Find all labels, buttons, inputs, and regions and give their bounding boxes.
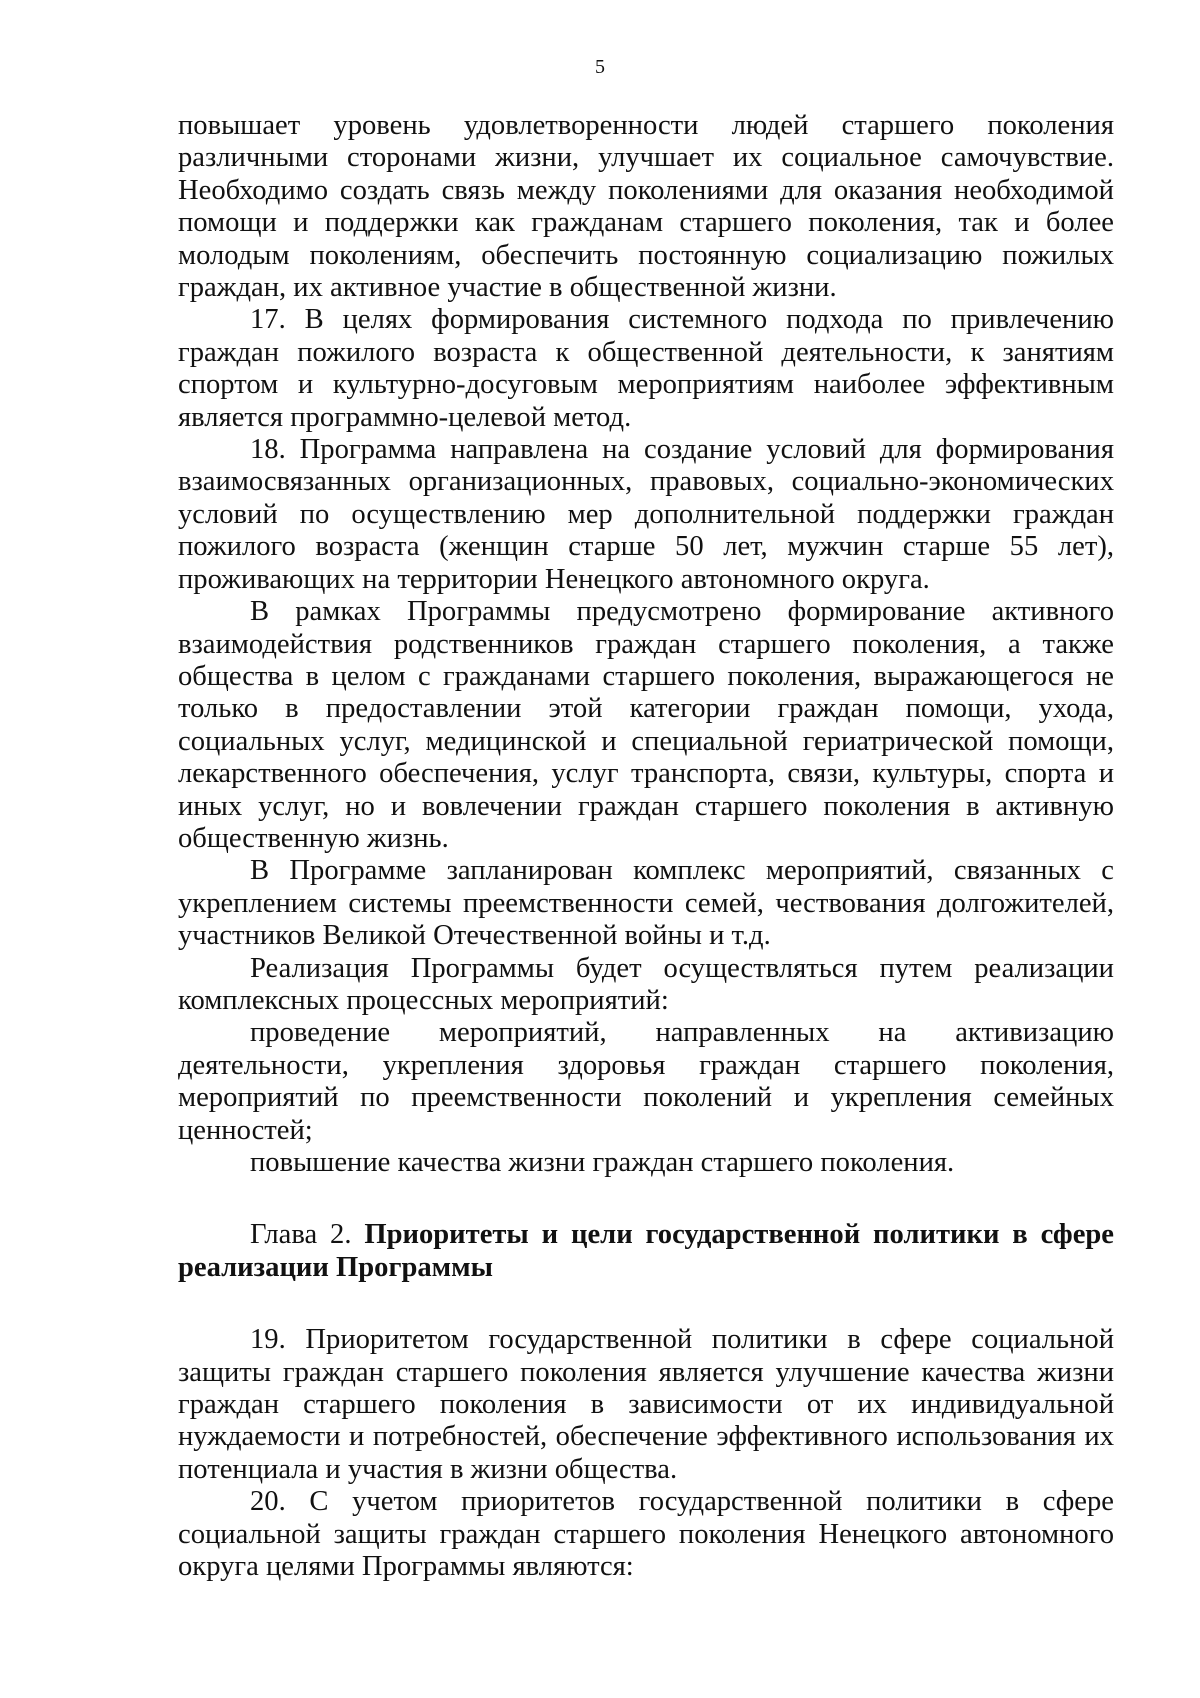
page-number: 5 bbox=[595, 56, 605, 78]
paragraph-implementation: Реализация Программы будет осуществляться путем реализации комплексных процессных мероприятий: bbox=[178, 952, 1114, 1016]
paragraph-19: 19. Приоритетом государственной политики в сфере социальной защиты граждан старшего поколения является улучшение качества жизни граждан старшего поколения в зависимости от их индивидуальной нуждаемости и потребностей, обеспечение эффективного использования их потенциала и участия в жизни общества. bbox=[178, 1324, 1114, 1485]
chapter-heading bbox=[178, 1219, 1114, 1284]
paragraph-17: 17. В целях формирования системного подхода по привлечению граждан пожилого возраста к общественной деятельности, к занятиям спортом и культурно-досуговым мероприятиям наиболее эффективным является программно-целевой метод. bbox=[178, 304, 1114, 433]
list-item-quality: повышение качества жизни граждан старшего поколения. bbox=[250, 1147, 955, 1178]
paragraph-18: 18. Программа направлена на создание условий для формирования взаимосвязанных организационных, правовых, социально-экономических условий по осуществлению мер дополнительной поддержки граждан пожилого возраста (женщин старше 50 лет, мужчин старше 55 лет), проживающих на территории Ненецкого автономного округа. bbox=[178, 434, 1114, 595]
chapter-prefix: Глава 2. bbox=[250, 1219, 365, 1251]
document-body bbox=[178, 110, 1114, 1583]
paragraph-program-scope: В рамках Программы предусмотрено формирование активного взаимодействия родственников граждан старшего поколения, а также общества в целом с гражданами старшего поколения, выражающегося не только в предоставлении этой категории граждан помощи, ухода, социальных услуг, медицинской и специальной гериатрической помощи, лекарственного обеспечения, услуг транспорта, связи, культуры, спорта и иных услуг, но и вовлечении граждан старшего поколения в активную общественную жизнь. bbox=[178, 596, 1114, 854]
chapter-title: Приоритеты и цели государственной политики в сфере реализации Программы bbox=[178, 1219, 1114, 1283]
list-item-activities: проведение мероприятий, направленных на активизацию деятельности, укрепления здоровья граждан старшего поколения, мероприятий по преемственности поколений и укрепления семейных ценностей; bbox=[178, 1017, 1114, 1146]
paragraph-20: 20. С учетом приоритетов государственной политики в сфере социальной защиты граждан старшего поколения Ненецкого автономного округа целями Программы являются: bbox=[178, 1486, 1114, 1583]
paragraph-program-activities: В Программе запланирован комплекс мероприятий, связанных с укреплением системы преемственности семей, чествования долгожителей, участников Великой Отечественной войны и т.д. bbox=[178, 855, 1114, 952]
paragraph-continuation: повышает уровень удовлетворенности людей старшего поколения различными сторонами жизни, улучшает их социальное самочувствие. Необходимо создать связь между поколениями для оказания необходимой помощи и поддержки как гражданам старшего поколения, так и более молодым поколениям, обеспечить постоянную социализацию пожилых граждан, их активное участие в общественной жизни. bbox=[178, 110, 1114, 304]
